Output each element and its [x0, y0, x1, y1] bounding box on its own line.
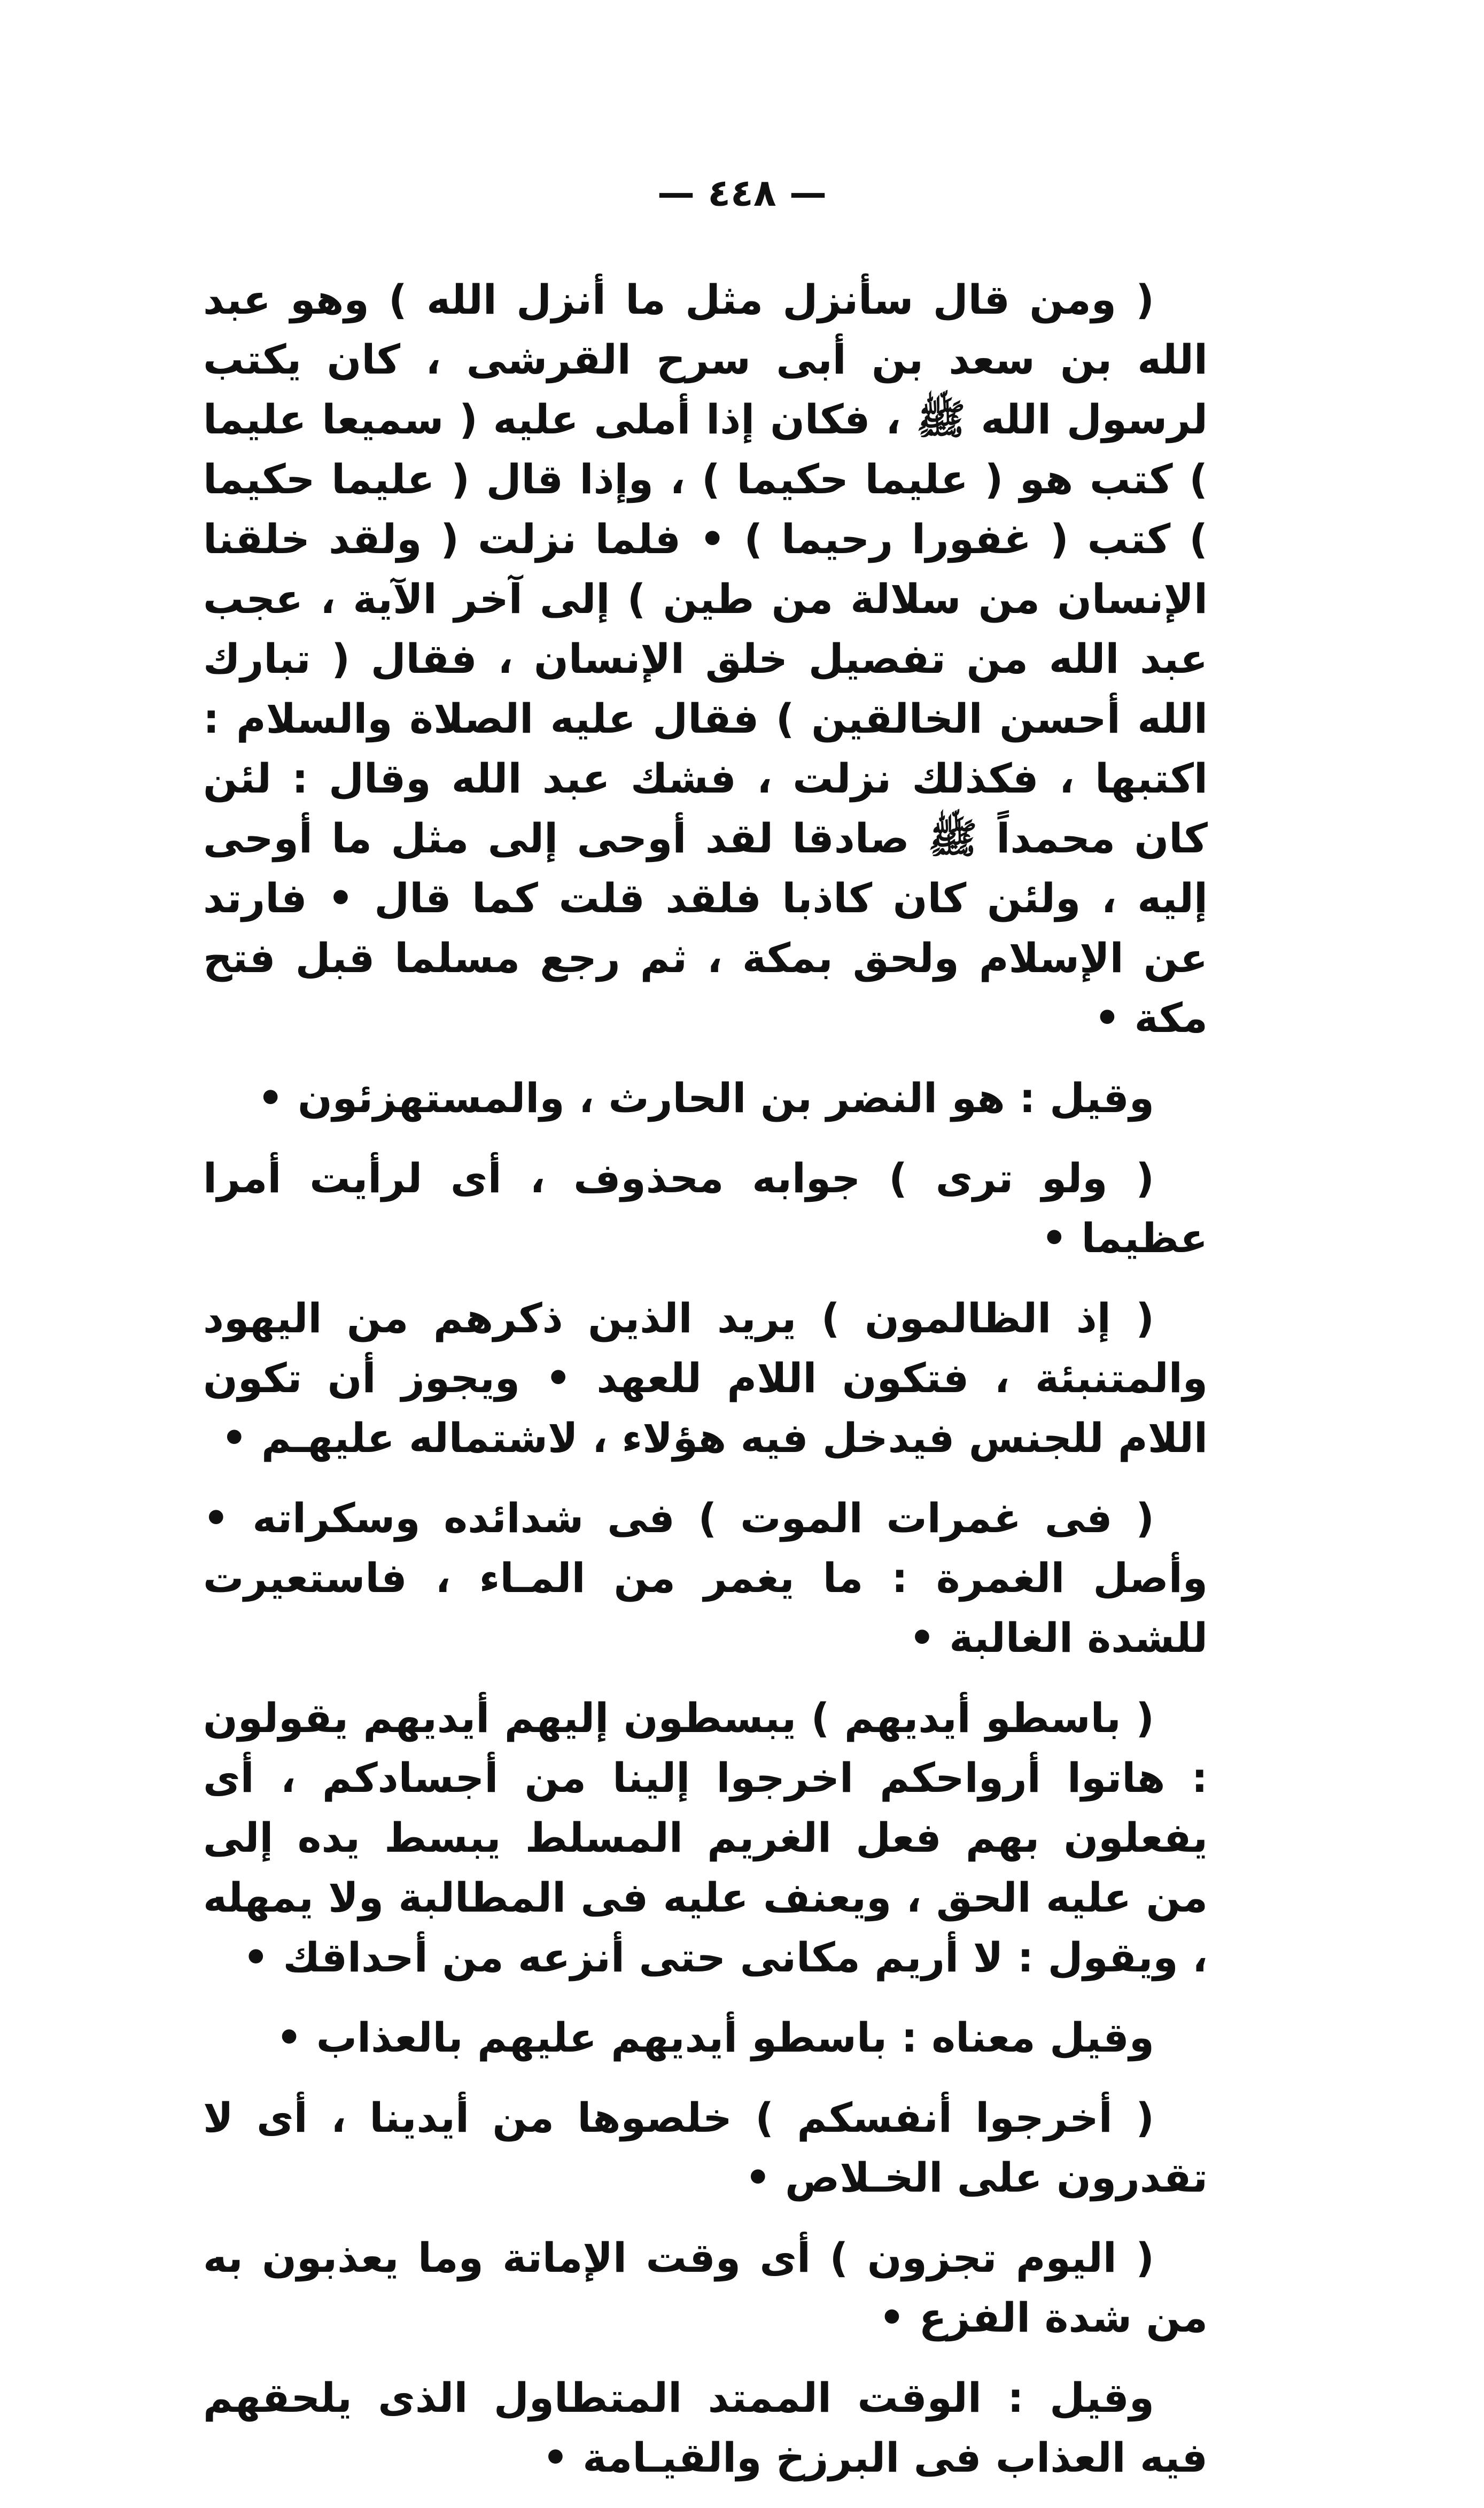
- body-text: [203, 270, 1208, 2508]
- paragraph: ( اليوم تجزون ) أى وقت الإماتة وما يعذبون به من شدة الفزع •: [203, 2234, 1208, 2341]
- paragraph: ( باسطو أيديهم ) يبسطون إليهم أيديهم يقولون : هاتوا أرواحكم اخرجوا إلينا من أجسادكم ، أى يفعلون بهم فعل الغريم المسلط يبسط يده إلى من عليه الحق ، ويعنف عليه فى المطالبة ولا يمهله ، ويقول : لا أريم مكانى حتى أنزعه من أحداقك •: [203, 1694, 1208, 1981]
- page-number: — ٤٤٨ —: [657, 171, 827, 215]
- paragraph: ( ولو ترى ) جوابه محذوف ، أى لرأيت أمرا عظيما •: [203, 1154, 1208, 1262]
- paragraph: ( أخرجوا أنفسكم ) خلصوها من أيدينا ، أى لا تقدرون على الخـلاص •: [203, 2094, 1208, 2201]
- paragraph: وقيل معناه : باسطو أيديهم عليهم بالعذاب •: [276, 2014, 1154, 2061]
- paragraph: ( فى غمرات الموت ) فى شدائده وسكراته • وأصل الغمرة : ما يغمر من المـاء ، فاستعيرت للشدة الغالبة •: [203, 1494, 1208, 1661]
- paragraph: ( إذ الظالمون ) يريد الذين ذكرهم من اليهود والمتنبئة ، فتكون اللام للعهد • ويجوز أن تكون اللام للجنس فيدخل فيه هؤلاء ، لاشتماله عليهـم •: [203, 1294, 1208, 1462]
- paragraph: وقيل : هو النضر بن الحارث ، والمستهزئون •: [257, 1074, 1154, 1122]
- paragraph: وقيل : الوقت الممتد المتطاول الذى يلحقهم فيه العذاب فى البرزخ والقيـامة •: [203, 2374, 1208, 2481]
- paragraph: ( ومن قال سأنزل مثل ما أنزل الله ) وهو عبد الله بن سعد بن أبى سرح القرشى ، كان يكتب لرسول الله ﷺ ، فكان إذا أملى عليه ( سميعا عليما ) كتب هو ( عليما حكيما ) ، وإذا قال ( عليما حكيما ) كتب ( غفورا رحيما ) • فلما نزلت ( ولقد خلقنا الإنسان من سلالة من طين ) إلى آخر الآية ، عجب عبد الله من تفصيل خلق الإنسان ، فقال ( تبارك الله أحسن الخالقين ) فقال عليه الصلاة والسلام : اكتبها ، فكذلك نزلت ، فشك عبد الله وقال : لئن كان محمداً ﷺ صادقا لقد أوحى إلى مثل ما أوحى إليه ، ولئن كان كاذبا فلقد قلت كما قال • فارتد عن الإسلام ولحق بمكة ، ثم رجع مسلما قبل فتح مكة •: [203, 276, 1208, 1042]
